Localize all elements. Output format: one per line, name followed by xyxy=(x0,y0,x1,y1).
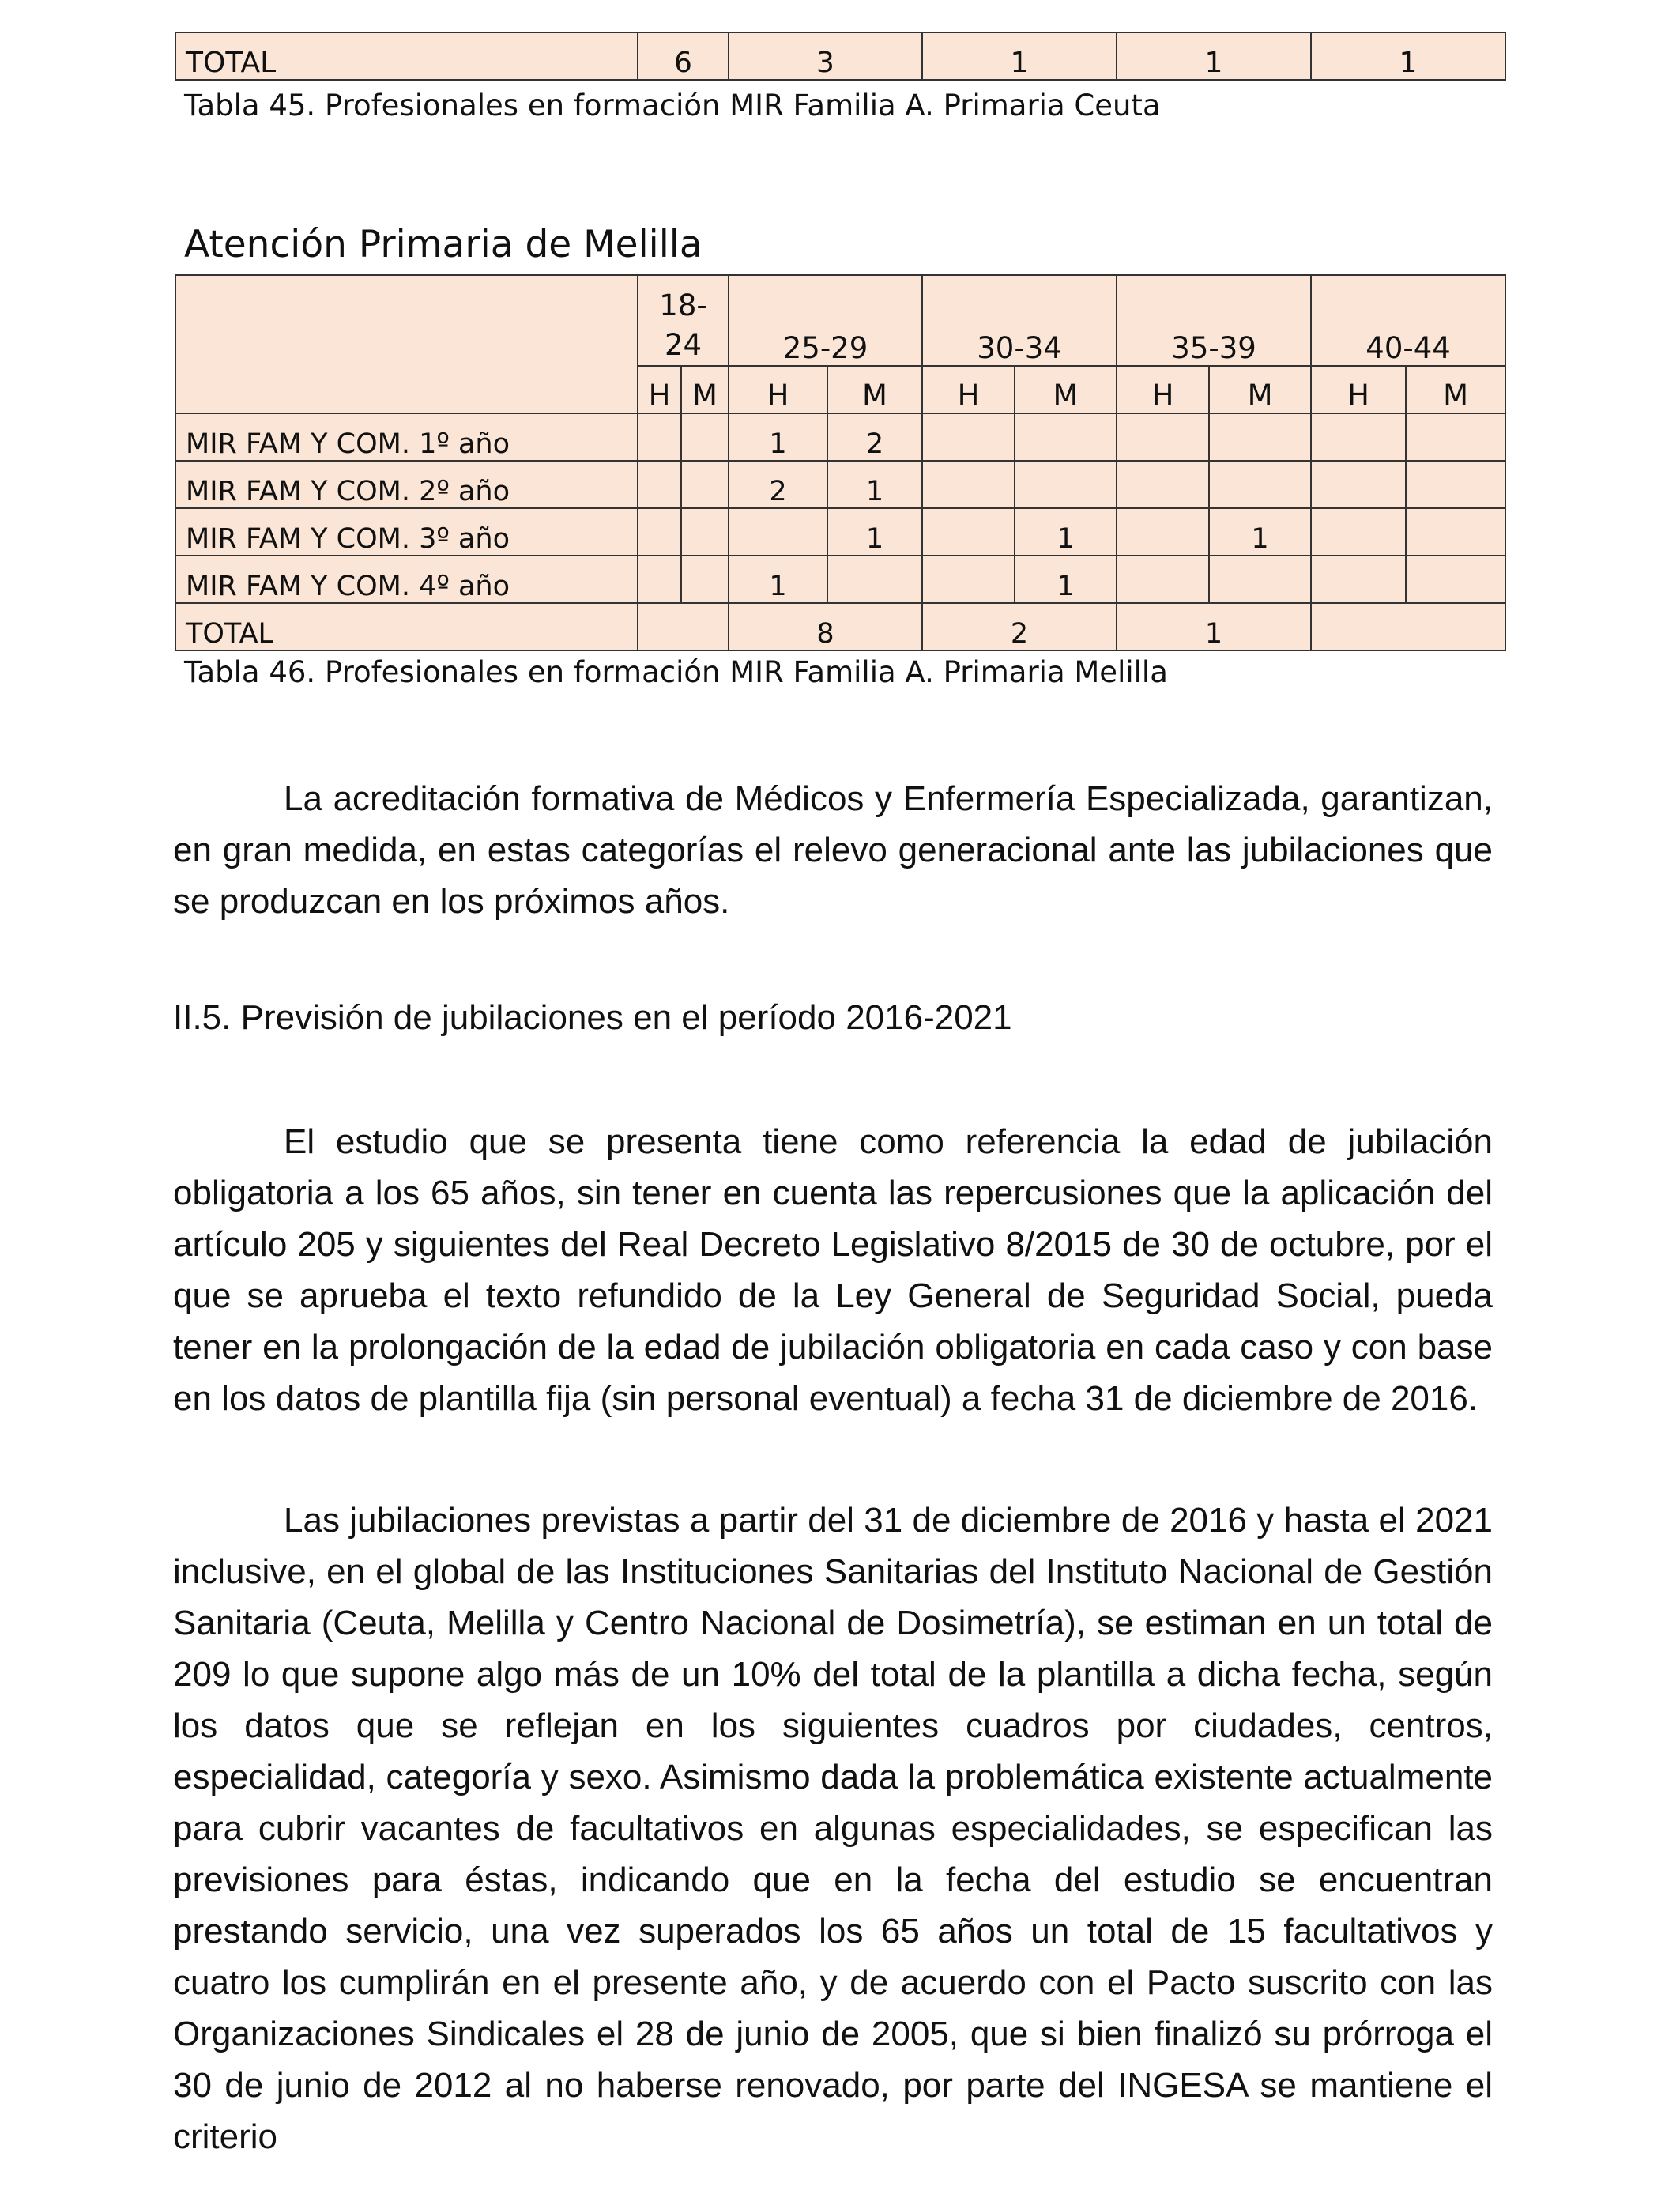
table-cell xyxy=(1209,556,1311,603)
table-cell xyxy=(1209,413,1311,461)
table-cell: 1 xyxy=(1015,556,1117,603)
table-cell xyxy=(1311,461,1406,508)
table-cell xyxy=(1015,413,1117,461)
paragraph-accreditation: La acreditación formativa de Médicos y Enfermería Especializada, garantizan, en gran medida, en estas categorías el relevo generacional ante las jubilaciones que se produzcan en los próximos años. xyxy=(173,779,1493,921)
sex-m: M xyxy=(827,366,922,413)
paragraph-retirements: Las jubilaciones previstas a partir del 31 de diciembre de 2016 y hasta el 2021 inclusive, en el global de las Instituciones Sanitarias del Instituto Nacional de Gestión Sanitaria (Ceuta, Melilla y Centro Nacional de Dosimetría), se estiman en un total de 209 lo que supone algo más de un 10% del total de la plantilla a dicha fecha, según los datos que se reflejan en los siguientes cuadros por ciudades, centros, especialidad, categoría y sexo. Asimismo dada la problemática existente actualmente para cubrir vacantes de facultativos en algunas especialidades, se especifican las previsiones para éstas, indicando que en la fecha del estudio se encuentran prestando servicio, una vez superados los 65 años un total de 15 facultativos y cuatro los cumplirán en el presente año, y de acuerdo con el Pacto suscrito con las Organizaciones Sindicales el 28 de junio de 2005, que si bien finalizó su prórroga el 30 de junio de 2012 al no haberse renovado, por parte del INGESA se mantiene el criterio xyxy=(173,1501,1493,2156)
age-group-label: 18- xyxy=(659,288,707,322)
sex-h: H xyxy=(729,366,827,413)
table-cell xyxy=(922,556,1015,603)
sex-h: H xyxy=(1311,366,1406,413)
table-cell xyxy=(1015,461,1117,508)
table-row xyxy=(175,461,1505,508)
total-label: TOTAL xyxy=(175,32,638,80)
total-value xyxy=(1311,603,1505,650)
table-cell xyxy=(1117,556,1209,603)
table-cell xyxy=(922,413,1015,461)
table-cell xyxy=(922,508,1015,556)
table-45-caption: Tabla 45. Profesionales en formación MIR Familia A. Primaria Ceuta xyxy=(184,89,1161,123)
table-cell xyxy=(1311,556,1406,603)
sex-h: H xyxy=(922,366,1015,413)
table-cell: 1 xyxy=(729,556,827,603)
total-value: 1 xyxy=(1117,32,1311,80)
table-cell: 1 xyxy=(827,461,922,508)
row-label: MIR FAM Y COM. 1º año xyxy=(175,413,638,461)
table-cell xyxy=(1311,413,1406,461)
row-label: MIR FAM Y COM. 4º año xyxy=(175,556,638,603)
table-46-melilla xyxy=(175,274,1506,651)
section-title: Atención Primaria de Melilla xyxy=(184,223,703,266)
table-cell xyxy=(681,556,729,603)
age-group-40-44: 40-44 xyxy=(1311,275,1505,366)
table-cell xyxy=(1117,508,1209,556)
table-cell: 1 xyxy=(827,508,922,556)
table-row xyxy=(175,32,1505,80)
paragraph-study: El estudio que se presenta tiene como referencia la edad de jubilación obligatoria a los 65 años, sin tener en cuenta las repercusiones que la aplicación del artículo 205 y siguientes del Real Decreto Legislativo 8/2015 de 30 de octubre, por el que se aprueba el texto refundido de la Ley General de Seguridad Social, pueda tener en la prolongación de la edad de jubilación obligatoria en cada caso y con base en los datos de plantilla fija (sin personal eventual) a fecha 31 de diciembre de 2016. xyxy=(173,1122,1493,1418)
table-cell xyxy=(681,508,729,556)
table-cell xyxy=(827,556,922,603)
table-cell xyxy=(729,508,827,556)
table-cell xyxy=(681,413,729,461)
table-45-total xyxy=(175,32,1506,81)
table-cell xyxy=(922,461,1015,508)
total-row xyxy=(175,603,1505,650)
sex-m: M xyxy=(1209,366,1311,413)
table-cell xyxy=(1311,508,1406,556)
total-label: TOTAL xyxy=(175,603,638,650)
table-cell xyxy=(1406,556,1505,603)
table-cell xyxy=(1117,461,1209,508)
table-cell xyxy=(638,461,681,508)
table-cell xyxy=(1406,508,1505,556)
table-46-caption: Tabla 46. Profesionales en formación MIR Familia A. Primaria Melilla xyxy=(184,655,1168,689)
sex-h: H xyxy=(1117,366,1209,413)
section-heading: II.5. Previsión de jubilaciones en el período 2016-2021 xyxy=(173,998,1012,1037)
table-cell xyxy=(1406,461,1505,508)
total-value: 3 xyxy=(729,32,922,80)
table-cell xyxy=(681,461,729,508)
total-value: 6 xyxy=(638,32,729,80)
corner-cell xyxy=(175,275,638,413)
total-value: 1 xyxy=(1311,32,1505,80)
sex-m: M xyxy=(1406,366,1505,413)
total-value xyxy=(638,603,729,650)
table-cell xyxy=(1117,413,1209,461)
total-value: 8 xyxy=(729,603,922,650)
table-row xyxy=(175,413,1505,461)
sex-h: H xyxy=(638,366,681,413)
table-cell: 1 xyxy=(1015,508,1117,556)
table-cell xyxy=(638,413,681,461)
table-row xyxy=(175,508,1505,556)
table-cell: 2 xyxy=(729,461,827,508)
total-value: 2 xyxy=(922,603,1117,650)
total-value: 1 xyxy=(922,32,1117,80)
age-group-18-24 xyxy=(638,275,729,366)
age-group-35-39: 35-39 xyxy=(1117,275,1311,366)
table-header-row xyxy=(175,275,1505,366)
age-group-25-29: 25-29 xyxy=(729,275,922,366)
table-cell xyxy=(638,508,681,556)
row-label: MIR FAM Y COM. 3º año xyxy=(175,508,638,556)
table-cell: 1 xyxy=(1209,508,1311,556)
table-cell: 1 xyxy=(729,413,827,461)
age-group-30-34: 30-34 xyxy=(922,275,1117,366)
table-row xyxy=(175,556,1505,603)
table-cell xyxy=(1406,413,1505,461)
table-cell: 2 xyxy=(827,413,922,461)
total-value: 1 xyxy=(1117,603,1311,650)
age-group-label: 24 xyxy=(664,328,703,362)
table-cell xyxy=(1209,461,1311,508)
table-cell xyxy=(638,556,681,603)
sex-m: M xyxy=(1015,366,1117,413)
row-label: MIR FAM Y COM. 2º año xyxy=(175,461,638,508)
sex-m: M xyxy=(681,366,729,413)
